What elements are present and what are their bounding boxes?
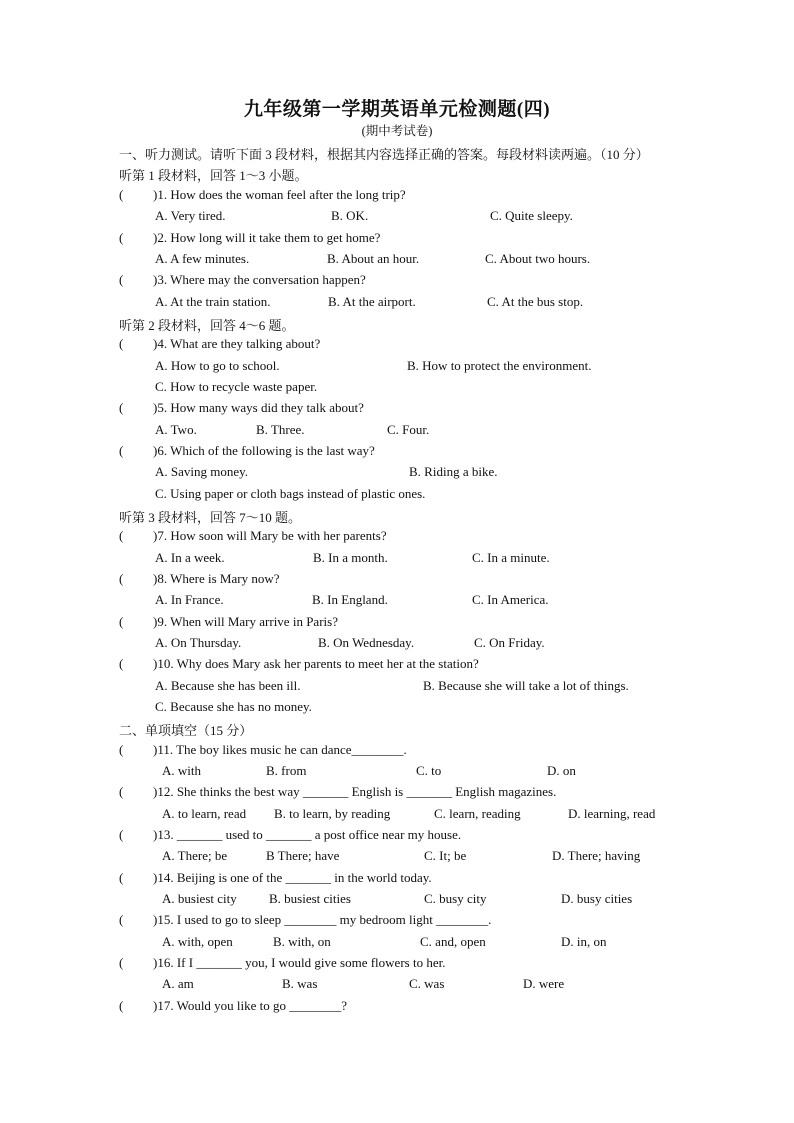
option-7b: B. In a month.: [313, 550, 388, 565]
option-7c: C. In a minute.: [472, 550, 550, 565]
answer-paren: (: [119, 614, 124, 629]
option-13a: A. There; be: [162, 848, 228, 863]
question-9: [119, 614, 338, 630]
option-15a: A. with, open: [162, 934, 233, 949]
option-16d: D. were: [523, 976, 565, 991]
option-8c: C. In America.: [472, 592, 549, 607]
question-text: )4. What are they talking about?: [153, 336, 321, 351]
question-1: [119, 187, 406, 203]
option-11b: B. from: [266, 763, 307, 778]
question-text: )11. The boy likes music he can dance________.: [153, 742, 407, 757]
option-13c: C. It; be: [424, 848, 467, 863]
answer-paren: (: [119, 912, 124, 927]
listening-part-2-instruction: 听第 2 段材料，回答 4～6 题。: [119, 318, 295, 333]
question-text: )17. Would you like to go ________?: [153, 998, 348, 1013]
option-15c: C. and, open: [420, 934, 486, 949]
answer-paren: (: [119, 955, 124, 970]
option-16c: C. was: [409, 976, 445, 991]
option-12d: D. learning, read: [568, 806, 656, 821]
option-11d: D. on: [547, 763, 576, 778]
question-11: [119, 742, 407, 758]
question-text: )15. I used to go to sleep ________ my bedroom light ________.: [153, 912, 492, 927]
answer-paren: (: [119, 656, 124, 671]
option-11c: C. to: [416, 763, 442, 778]
question-text: )2. How long will it take them to get home?: [153, 230, 381, 245]
listening-part-1-instruction: 听第 1 段材料，回答 1～3 小题。: [119, 168, 308, 183]
option-1c: C. Quite sleepy.: [490, 208, 573, 223]
option-1a: A. Very tired.: [155, 208, 226, 223]
question-text: )5. How many ways did they talk about?: [153, 400, 364, 415]
question-10: [119, 656, 479, 672]
option-9b: B. On Wednesday.: [318, 635, 415, 650]
option-9a: A. On Thursday.: [155, 635, 242, 650]
option-14a: A. busiest city: [162, 891, 237, 906]
question-text: )6. Which of the following is the last way?: [153, 443, 375, 458]
option-12b: B. to learn, by reading: [274, 806, 391, 821]
question-text: )10. Why does Mary ask her parents to meet her at the station?: [153, 656, 479, 671]
question-text: )16. If I _______ you, I would give some flowers to her.: [153, 955, 446, 970]
option-3a: A. At the train station.: [155, 294, 271, 309]
option-2b: B. About an hour.: [327, 251, 420, 266]
question-text: )13. _______ used to _______ a post office near my house.: [153, 827, 462, 842]
option-4c: C. How to recycle waste paper.: [155, 379, 318, 394]
answer-paren: (: [119, 784, 124, 799]
question-4: [119, 336, 320, 352]
question-text: )9. When will Mary arrive in Paris?: [153, 614, 338, 629]
question-text: )7. How soon will Mary be with her parents?: [153, 528, 387, 543]
question-text: )14. Beijing is one of the _______ in the world today.: [153, 870, 432, 885]
option-14b: B. busiest cities: [269, 891, 351, 906]
question-2: [119, 230, 380, 246]
answer-paren: (: [119, 742, 124, 757]
question-12: [119, 784, 556, 800]
section-heading-listening: 一、听力测试。请听下面 3 段材料，根据其内容选择正确的答案。每段材料读两遍。（10 分）: [119, 147, 649, 162]
option-6b: B. Riding a bike.: [409, 464, 498, 479]
option-9c: C. On Friday.: [474, 635, 545, 650]
question-5: [119, 400, 364, 416]
option-11a: A. with: [162, 763, 201, 778]
option-4a: A. How to go to school.: [155, 358, 280, 373]
option-10c: C. Because she has no money.: [155, 699, 312, 714]
option-5c: C. Four.: [387, 422, 430, 437]
option-6c: C. Using paper or cloth bags instead of plastic ones.: [155, 486, 426, 501]
option-1b: B. OK.: [331, 208, 369, 223]
question-6: [119, 443, 375, 459]
question-text: )12. She thinks the best way _______ English is _______ English magazines.: [153, 784, 557, 799]
answer-paren: (: [119, 400, 124, 415]
option-7a: A. In a week.: [155, 550, 225, 565]
option-3b: B. At the airport.: [328, 294, 416, 309]
option-12a: A. to learn, read: [162, 806, 247, 821]
option-13d: D. There; having: [552, 848, 641, 863]
question-3: [119, 272, 366, 288]
option-15b: B. with, on: [273, 934, 331, 949]
option-8b: B. In England.: [312, 592, 388, 607]
option-10a: A. Because she has been ill.: [155, 678, 301, 693]
section-heading-single-choice: 二、单项填空（15 分）: [119, 723, 253, 738]
option-2c: C. About two hours.: [485, 251, 591, 266]
question-text: )8. Where is Mary now?: [153, 571, 280, 586]
question-16: [119, 955, 445, 971]
listening-part-3-instruction: 听第 3 段材料，回答 7～10 题。: [119, 510, 302, 525]
answer-paren: (: [119, 443, 124, 458]
answer-paren: (: [119, 187, 124, 202]
option-13b: B There; have: [266, 848, 340, 863]
question-text: )3. Where may the conversation happen?: [153, 272, 366, 287]
page-subtitle: (期中考试卷): [361, 124, 433, 138]
answer-paren: (: [119, 870, 124, 885]
option-14c: C. busy city: [424, 891, 487, 906]
answer-paren: (: [119, 998, 124, 1013]
answer-paren: (: [119, 571, 124, 586]
option-16b: B. was: [282, 976, 318, 991]
option-6a: A. Saving money.: [155, 464, 249, 479]
option-2a: A. A few minutes.: [155, 251, 250, 266]
question-7: [119, 528, 387, 544]
option-15d: D. in, on: [561, 934, 607, 949]
question-17: [119, 998, 347, 1014]
question-8: [119, 571, 279, 587]
question-15: [119, 912, 491, 928]
answer-paren: (: [119, 230, 124, 245]
option-8a: A. In France.: [155, 592, 224, 607]
answer-paren: (: [119, 272, 124, 287]
question-13: [119, 827, 461, 843]
option-5a: A. Two.: [155, 422, 197, 437]
option-5b: B. Three.: [256, 422, 305, 437]
option-10b: B. Because she will take a lot of things.: [423, 678, 629, 693]
option-16a: A. am: [162, 976, 194, 991]
answer-paren: (: [119, 336, 124, 351]
answer-paren: (: [119, 827, 124, 842]
option-3c: C. At the bus stop.: [487, 294, 584, 309]
option-14d: D. busy cities: [561, 891, 633, 906]
option-12c: C. learn, reading: [434, 806, 521, 821]
option-4b: B. How to protect the environment.: [407, 358, 592, 373]
question-14: [119, 870, 432, 886]
question-text: )1. How does the woman feel after the long trip?: [153, 187, 406, 202]
page-title: 九年级第一学期英语单元检测题(四): [243, 99, 551, 120]
answer-paren: (: [119, 528, 124, 543]
